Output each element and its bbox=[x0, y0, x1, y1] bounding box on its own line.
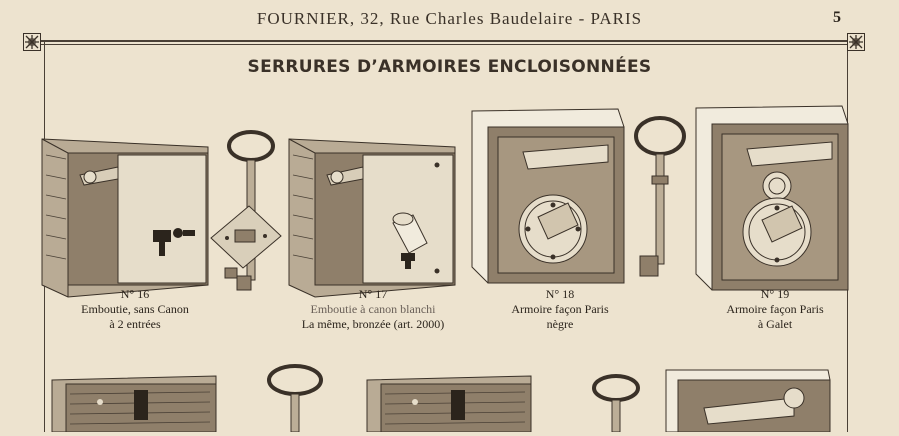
lock-illustration-17 bbox=[285, 135, 460, 304]
item-number-16: N° 16 bbox=[120, 287, 150, 301]
item-number-19: N° 19 bbox=[760, 287, 790, 301]
corner-ornament-left bbox=[23, 33, 41, 51]
lock-illustration-18 bbox=[468, 107, 628, 291]
key-illustration-bottom-2 bbox=[588, 372, 644, 436]
page-number: 5 bbox=[833, 9, 841, 26]
lock-illustration-16 bbox=[38, 135, 213, 304]
corner-ornament-right bbox=[847, 33, 865, 51]
item-caption-18 bbox=[485, 287, 635, 332]
item-desc-16: Emboutie, sans Canon bbox=[81, 302, 189, 316]
item-caption-16 bbox=[55, 287, 215, 332]
item-caption-19 bbox=[700, 287, 850, 332]
item-desc2-18: nègre bbox=[546, 317, 574, 331]
frame-top-rule bbox=[40, 40, 852, 42]
catalog-title: SERRURES D’ARMOIRES ENCLOISONNÉES bbox=[247, 57, 652, 77]
lock-illustration-bottom-2 bbox=[365, 374, 535, 436]
lock-illustration-19 bbox=[692, 104, 852, 298]
item-caption-17 bbox=[288, 287, 458, 332]
item-desc2-17: La même, bronzée (art. 2000) bbox=[301, 317, 445, 331]
item-desc-19: Armoire façon Paris bbox=[726, 302, 824, 316]
item-desc-17: Emboutie à canon blanchi bbox=[310, 302, 436, 316]
lock-illustration-bottom-1 bbox=[50, 374, 220, 436]
item-desc-18: Armoire façon Paris bbox=[511, 302, 609, 316]
key-illustration-bottom-1 bbox=[262, 362, 328, 436]
item-desc2-16: à 2 entrées bbox=[109, 317, 161, 331]
frame-top-rule-inner bbox=[40, 44, 852, 45]
item-number-17: N° 17 bbox=[358, 287, 388, 301]
item-desc2-19: à Galet bbox=[757, 317, 793, 331]
item-number-18: N° 18 bbox=[545, 287, 575, 301]
key-illustration-18 bbox=[630, 114, 690, 283]
lock-illustration-bottom-3 bbox=[664, 368, 832, 436]
page-header: FOURNIER, 32, Rue Charles Baudelaire - PARIS bbox=[256, 9, 643, 28]
key-illustration-16 bbox=[209, 128, 289, 302]
